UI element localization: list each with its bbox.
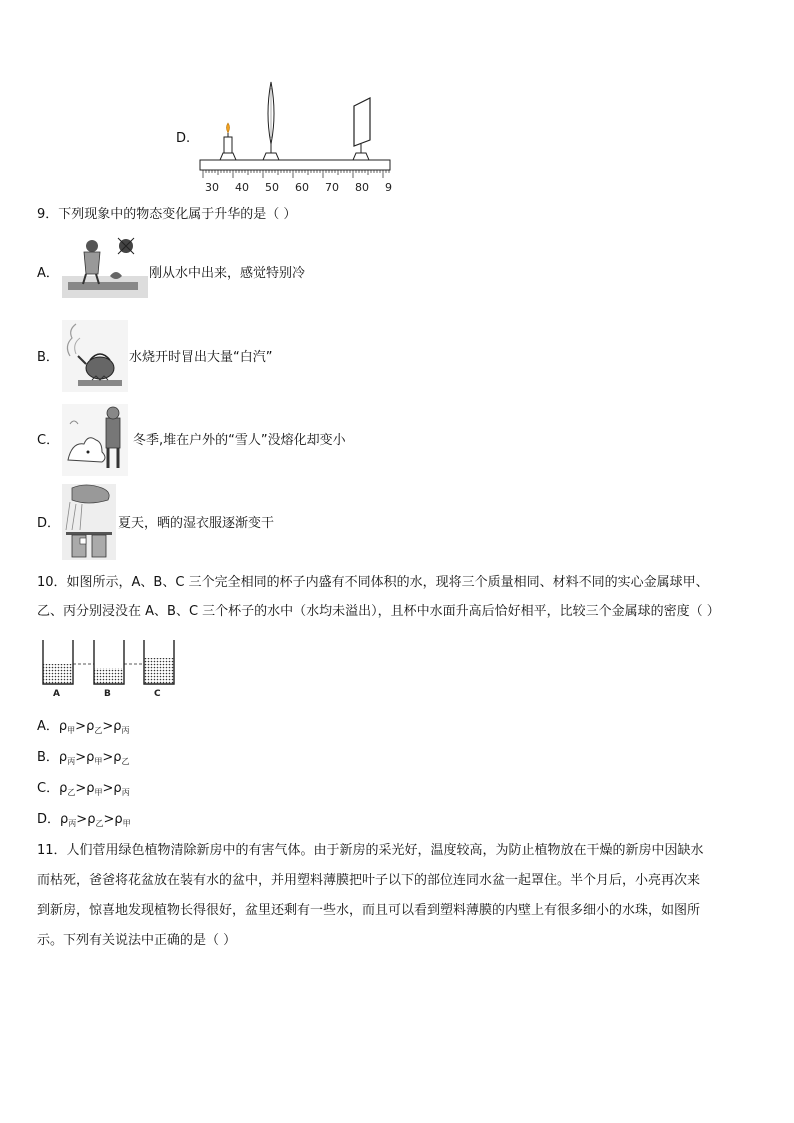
- q9-option-b-label: B．: [37, 350, 59, 365]
- ruler-tick-label: 50: [265, 181, 279, 194]
- cup-c: [144, 640, 174, 684]
- q9-option-c-label: C．: [37, 433, 60, 448]
- q9-option-d-text: 夏天，晒的湿衣服逐渐变干: [118, 516, 275, 531]
- q11-line2: 而枯死，爸爸将花盆放在装有水的盆中，并用塑料薄膜把叶子以下的部位连同水盆一起罩住。半个月后，小亮再次来: [37, 873, 701, 888]
- cup-label-b: B: [104, 689, 111, 698]
- cup-label-c: C: [154, 689, 161, 698]
- ruler-tick-label: 9: [385, 181, 392, 194]
- ruler-tick-label: 60: [295, 181, 309, 194]
- ruler-tick-label: 40: [235, 181, 249, 194]
- q9-option-a-label: A．: [37, 266, 59, 281]
- q11-line4: 示。下列有关说法中正确的是（ ）: [37, 933, 237, 948]
- ruler-tick-label: 30: [205, 181, 219, 194]
- q11-line3: 到新房，惊喜地发现植物长得很好，盆里还剩有一些水，而且可以看到塑料薄膜的内壁上有很多细小的水珠，如图所: [37, 903, 701, 918]
- ruler-tick-label: 80: [355, 181, 369, 194]
- cup-b: [94, 640, 124, 684]
- q10-stem-line1: 10．如图所示，A、B、C 三个完全相同的杯子内盛有不同体积的水，现将三个质量相同、材料不同的实心金属球甲、: [37, 575, 709, 590]
- candle-icon: [224, 123, 232, 153]
- q9-option-b-text: 水烧开时冒出大量“白汽”: [129, 350, 273, 365]
- boiling-kettle-image: [62, 320, 128, 392]
- cup-a: [43, 640, 73, 684]
- screen-icon: [354, 98, 370, 153]
- q10-option-c: C．$\rho_乙>\rho_甲>\rho_丙$: [37, 781, 130, 797]
- ruler-labels: [205, 181, 392, 194]
- three-cups-figure: [36, 636, 196, 698]
- ruler: [200, 160, 390, 178]
- cup-label-a: A: [53, 689, 60, 698]
- snowman-image: [62, 404, 128, 476]
- optical-bench-figure: [195, 78, 395, 196]
- q9-option-c-text: 冬季,堆在户外的“雪人”没熔化却变小: [133, 433, 346, 448]
- convex-lens-icon: [268, 82, 274, 153]
- drying-clothes-image: [62, 484, 116, 560]
- ruler-tick-label: 70: [325, 181, 339, 194]
- q10-option-d: D．$\rho_丙>\rho_乙>\rho_甲$: [37, 812, 131, 828]
- q11-line1: 11．人们菅用绿色植物清除新房中的有害气体。由于新房的采光好，温度较高，为防止植物放在干燥的新房中因缺水: [37, 843, 704, 858]
- q10-stem-line2: 乙、丙分别浸没在 A、B、C 三个杯子的水中（水均未溢出），且杯中水面升高后恰好相平，比较三个金属球的密度（ ）: [37, 604, 720, 619]
- q9-option-d-label: D．: [37, 516, 61, 531]
- swimmer-image: [62, 236, 148, 306]
- q9-option-a-text: 刚从水中出来，感觉特别冷: [149, 266, 306, 281]
- q10-option-b: B．$\rho_丙>\rho_甲>\rho_乙$: [37, 750, 130, 766]
- q10-option-a: A．$\rho_甲>\rho_乙>\rho_丙$: [37, 719, 130, 735]
- q9-stem: 9．下列现象中的物态变化属于升华的是（ ）: [37, 207, 297, 222]
- q8-option-d-label: D.: [176, 131, 191, 146]
